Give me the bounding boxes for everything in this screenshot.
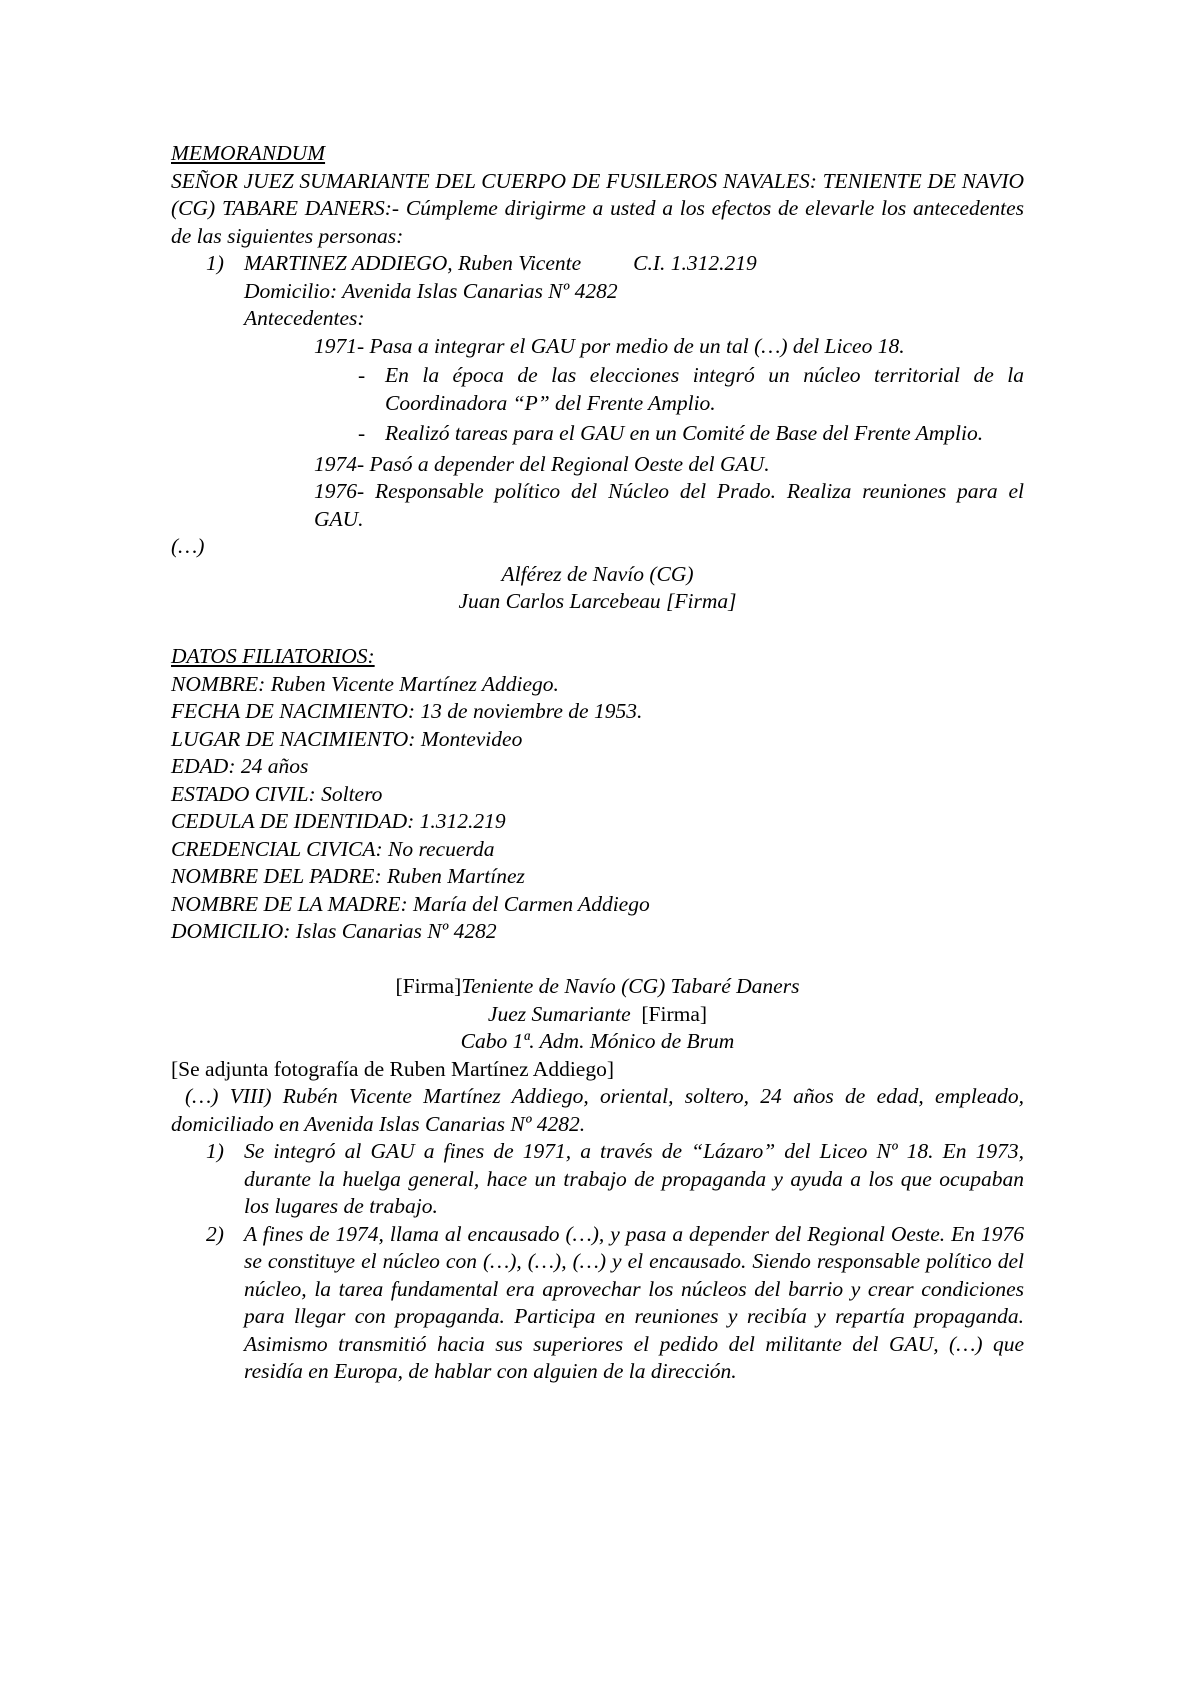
datos-line: NOMBRE DEL PADRE: Ruben Martínez — [171, 864, 525, 888]
datos-title: DATOS FILIATORIOS: — [171, 644, 375, 668]
datos-line: FECHA DE NACIMIENTO: 13 de noviembre de 1953. — [171, 699, 643, 723]
memo-dash-item: - En la época de las elecciones integró un núcleo territorial de la Coordinadora “P” del Frente Amplio. — [171, 362, 1024, 417]
memo-dash-text: En la época de las elecciones integró un núcleo territorial de la Coordinadora “P” del Frente Amplio. — [385, 363, 1024, 415]
section-viii-intro: (…) VIII) Rubén Vicente Martínez Addiego, oriental, soltero, 24 años de edad, empleado, domiciliado en Avenida Islas Canarias Nº 4282. — [171, 1084, 1024, 1136]
datos-line: NOMBRE DE LA MADRE: María del Carmen Addiego — [171, 891, 650, 916]
signature-juez-line — [171, 1001, 1024, 1029]
firma-mark: [Firma] — [641, 1001, 708, 1026]
memo-signer-name: Juan Carlos Larcebeau [Firma] — [458, 589, 737, 613]
memo-entry-1974: 1974- Pasó a depender del Regional Oeste del GAU. — [314, 451, 770, 476]
section-viii-item — [171, 1221, 1024, 1386]
datos-line: LUGAR DE NACIMIENTO: Montevideo — [171, 726, 523, 751]
datos-line: EDAD: 24 años — [171, 754, 309, 778]
signature-cabo: Cabo 1ª. Adm. Mónico de Brum — [460, 1029, 735, 1053]
memo-intro: SEÑOR JUEZ SUMARIANTE DEL CUERPO DE FUSILEROS NAVALES: TENIENTE DE NAVIO (CG) TABARE DANERS:- Cúmpleme dirigirme a usted a los efectos de elevarle los antecedentes de las siguientes personas: — [171, 168, 1024, 248]
memo-domicilio: Domicilio: Avenida Islas Canarias Nº 4282 — [244, 278, 618, 303]
memo-ellipsis: (…) — [171, 534, 205, 558]
signature-teniente: Teniente de Navío (CG) Tabaré Daners — [461, 974, 800, 998]
memo-entry-1976: 1976- Responsable político del Núcleo del Prado. Realiza reuniones para el GAU. — [314, 479, 1024, 531]
firma-mark: [Firma] — [395, 974, 462, 998]
memo-title: MEMORANDUM — [171, 141, 326, 165]
section-viii-item — [171, 1138, 1024, 1221]
document-page — [171, 140, 1024, 1386]
memo-item-ci: C.I. 1.312.219 — [633, 251, 757, 275]
section-viii-item-number: 1) — [206, 1139, 224, 1163]
datos-line: CEDULA DE IDENTIDAD: 1.312.219 — [171, 809, 506, 833]
memo-dash-text: Realizó tareas para el GAU en un Comité de Base del Frente Amplio. — [385, 421, 984, 445]
datos-line: NOMBRE: Ruben Vicente Martínez Addiego. — [171, 671, 559, 696]
memo-signer-rank: Alférez de Navío (CG) — [501, 561, 694, 586]
memo-item-name: MARTINEZ ADDIEGO, Ruben Vicente — [244, 251, 582, 275]
section-viii-item-text: A fines de 1974, llama al encausado (…), y pasa a depender del Regional Oeste. En 1976 se constituye el núcleo con (…), (…), (…) y el encausado. Siendo responsable político del núcleo, la tarea fundamental era aprovechar los núcleos del barrio y crear condiciones para llegar con propaganda. Participa en reuniones y recibía y repartía propaganda. Asimismo transmitió hacia sus superiores el pedido del militante del GAU, (…) que residía en Europa, de hablar con alguien de la dirección. — [244, 1221, 1024, 1383]
memo-dash-item: - Realizó tareas para el GAU en un Comité de Base del Frente Amplio. — [171, 420, 1024, 448]
memo-entry-1971: 1971- Pasa a integrar el GAU por medio de un tal (…) del Liceo 18. — [314, 333, 905, 358]
section-viii-item-text: Se integró al GAU a fines de 1971, a través de “Lázaro” del Liceo Nº 18. En 1973, durante la huelga general, hace un trabajo de propaganda y ayuda a los que ocupaban los lugares de trabajo. — [244, 1139, 1024, 1218]
datos-line: DOMICILIO: Islas Canarias Nº 4282 — [171, 919, 497, 943]
photo-note: [Se adjunta fotografía de Ruben Martínez Addiego] — [171, 1056, 614, 1081]
memo-item-1 — [171, 250, 1024, 278]
datos-line: ESTADO CIVIL: Soltero — [171, 781, 383, 806]
memo-antecedentes-label: Antecedentes: — [244, 306, 365, 330]
datos-line: CREDENCIAL CIVICA: No recuerda — [171, 836, 495, 861]
signature-teniente-line — [171, 973, 1024, 1001]
memo-item-number: 1) — [206, 251, 224, 275]
signature-juez: Juez Sumariante — [487, 1001, 631, 1026]
section-viii-item-number: 2) — [206, 1221, 224, 1246]
